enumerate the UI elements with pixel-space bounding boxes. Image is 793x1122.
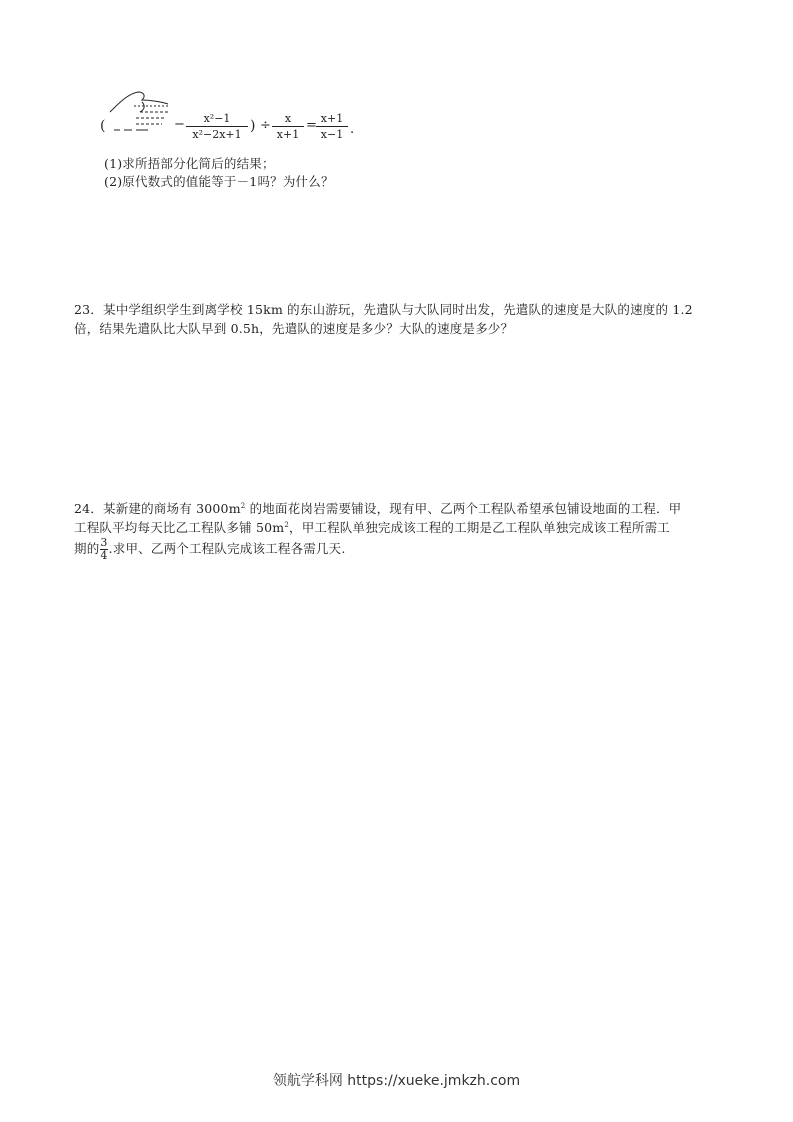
paren-close: ) [250,118,256,134]
q24-line-2-a: 工程队平均每天比乙工程队多铺 50m [74,520,285,535]
divide-sign: ÷ [260,118,271,133]
q24-line-2 [74,518,670,536]
fraction-2-numerator: x [284,112,292,125]
q24-fraction-denominator: 4 [100,549,108,562]
q23-line-2: 倍，结果先遣队比大队早到 0.5h，先遣队的速度是多少？大队的速度是多少？ [74,321,514,336]
q24-line-2-b: ，甲工程队单独完成该工程的工期是乙工程队单独完成该工程所需工 [289,520,671,535]
q24-fraction [100,537,107,562]
q24-line-3-a: 期的 [74,541,100,556]
fraction-1-numerator: x²−1 [203,112,231,125]
q24-line-3-b: .求甲、乙两个工程队完成该工程各需几天. [108,541,346,556]
fraction-1 [186,112,248,141]
fraction-2-bar [272,126,304,127]
fraction-2 [272,112,304,141]
fraction-1-denominator: x²−2x+1 [192,128,242,141]
fraction-1-bar [186,126,248,127]
q24-line-3 [74,537,346,562]
footer-watermark: 领航学科网 https://xueke.jmkzh.com [272,1073,521,1089]
q23-line-1: 23．某中学组织学生到离学校 15km 的东山游玩，先遣队与大队同时出发，先遣队的速度是大队的速度的 1.2 [74,302,693,317]
q24-line-1-sup: 2 [240,501,246,510]
q24-fraction-numerator: 3 [100,536,108,549]
covering-hand-icon [106,90,176,150]
period: . [350,122,355,137]
fraction-3-denominator: x−1 [320,128,344,141]
fraction-3 [316,112,348,141]
q24-line-1-b: 的地面花岗岩需要铺设，现有甲、乙两个工程队希望承包铺设地面的工程．甲 [245,501,682,516]
q24-line-1-a: 24．某新建的商场有 3000m [74,501,241,516]
equals-sign: = [306,118,317,133]
q24-line-2-sup: 2 [284,520,289,529]
q22-part-2: (2)原代数式的值能等于－1吗？为什么？ [104,174,334,189]
minus-sign: − [174,117,185,132]
fraction-2-denominator: x+1 [276,128,300,141]
paren-open: ( [100,118,106,134]
formula-q22 [100,94,360,154]
q24-line-1 [74,499,681,517]
fraction-3-bar [316,126,348,127]
q22-part-1: (1)求所捂部分化简后的结果； [104,156,275,171]
fraction-3-numerator: x+1 [320,112,344,125]
